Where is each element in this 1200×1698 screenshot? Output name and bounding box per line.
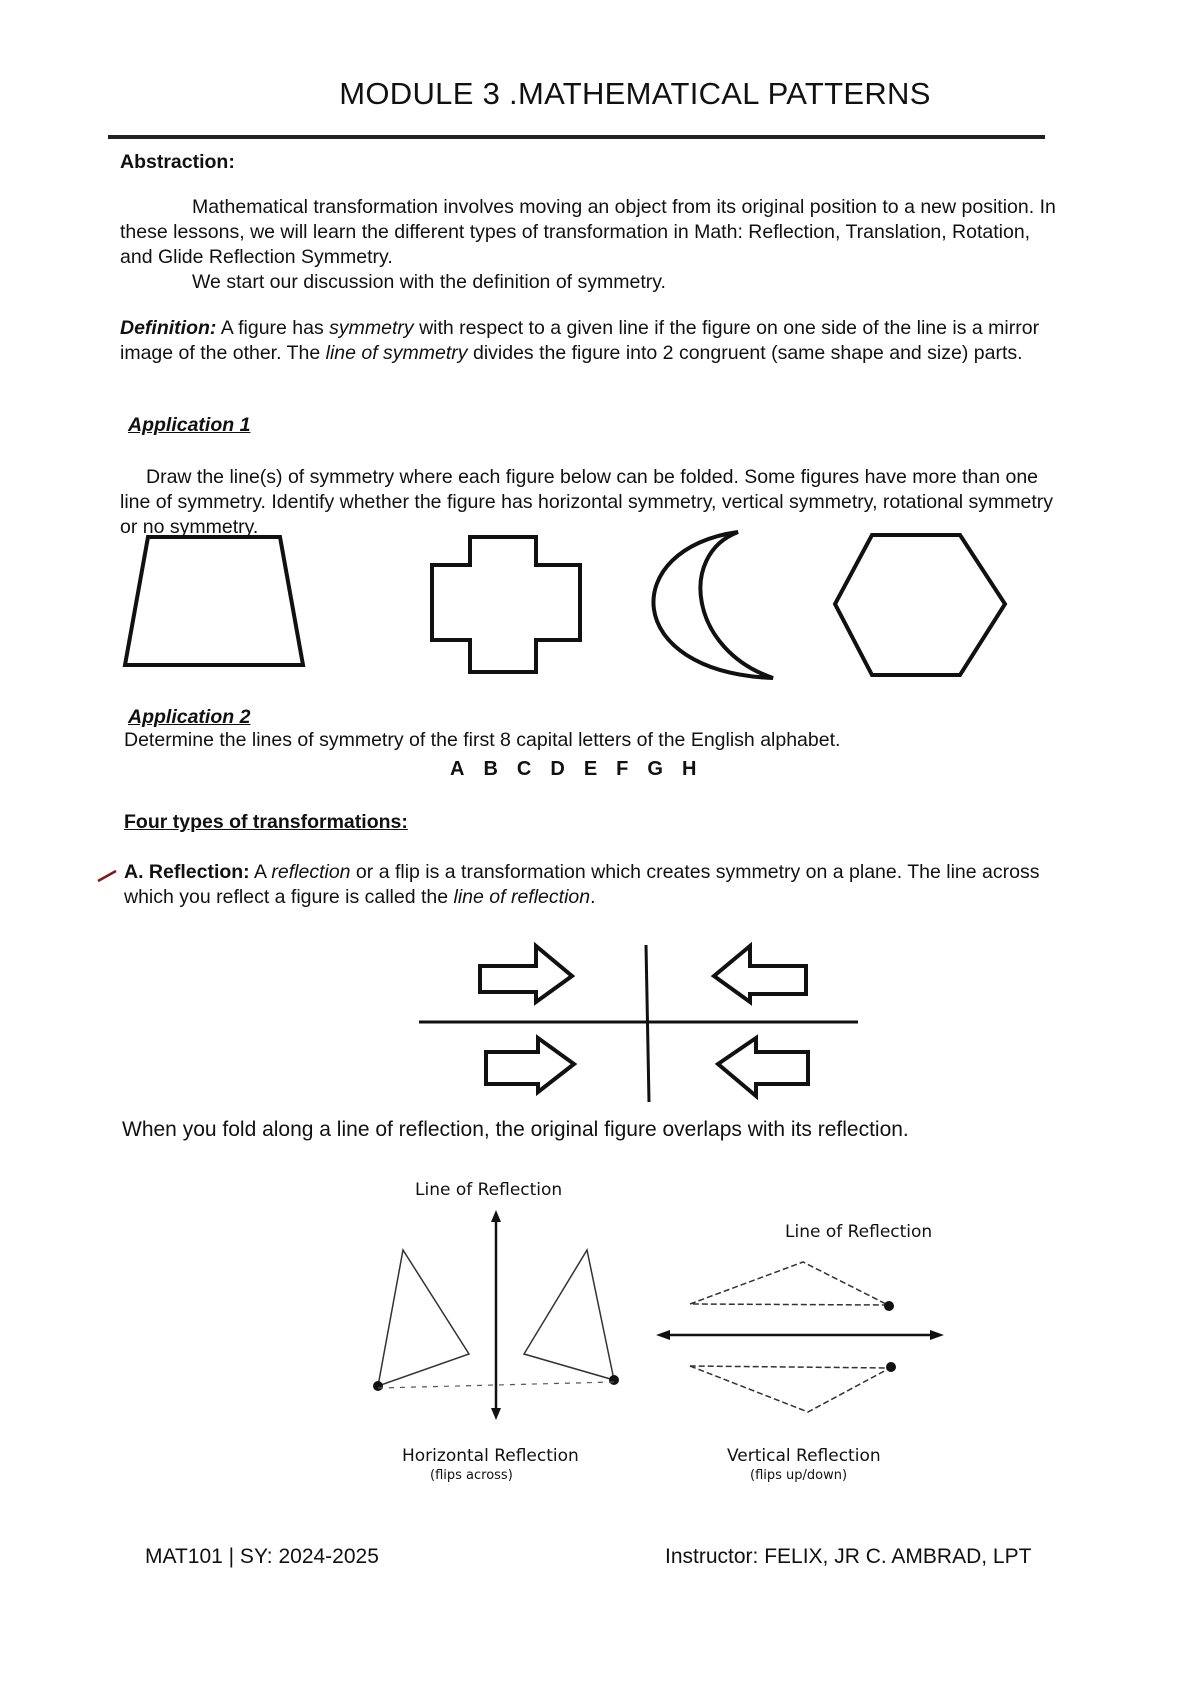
letter-b: B: [483, 758, 498, 780]
lower-triangle: [690, 1366, 890, 1412]
vertical-reflection-subcaption: (flips up/down): [750, 1468, 848, 1483]
right-triangle: [524, 1250, 614, 1380]
reflection-text: or a flip is a transformation which creates symmetry on a plane. The line across which you reflect a figure is called the: [124, 861, 1040, 908]
reflection-term-line: line of reflection: [453, 886, 591, 908]
definition-text: with respect to a given line if the figure on one side of the line is a mirror image of the other. The: [120, 317, 1040, 364]
definition-label: Definition:: [120, 317, 217, 339]
abstraction-paragraph: Mathematical transformation involves moving an object from its original position to a new position. In these lessons, we will learn the different types of transformation in Math: Reflection, Translation, Rotation, and Glide Reflection Symmetry.: [120, 196, 1056, 268]
application-2-instructions: Determine the lines of symmetry of the first 8 capital letters of the English alphabet.: [124, 729, 841, 751]
left-line-of-reflection-label: Line of Reflection: [415, 1180, 563, 1200]
letter-h: H: [681, 758, 697, 780]
reflection-term: reflection: [271, 861, 351, 883]
horizontal-reflection-subcaption: (flips across): [430, 1468, 513, 1483]
fold-explanation: When you fold along a line of reflection, the original figure overlaps with its reflection.: [122, 1118, 909, 1141]
application-1-instructions: Draw the line(s) of symmetry where each figure below can be folded. Some figures have more than one line of symmetry. Identify whether the figure has horizontal symmetry, vertical symmetry, rotational symmetry or no symmetry.: [120, 466, 1054, 538]
reflection-label: A. Reflection:: [124, 861, 250, 883]
letter-f: F: [616, 758, 629, 780]
definition-term-line-of-symmetry: line of symmetry: [325, 342, 468, 364]
right-line-of-reflection-label: Line of Reflection: [785, 1222, 933, 1242]
application-2-heading: Application 2: [128, 706, 251, 728]
reflection-text: A: [249, 861, 272, 883]
definition-text: A figure has: [216, 317, 330, 339]
letter-g: G: [647, 758, 663, 780]
letter-c: C: [516, 758, 532, 780]
letter-a: A: [450, 758, 465, 780]
upper-triangle: [690, 1262, 888, 1305]
vertical-reflection-caption: Vertical Reflection: [727, 1446, 881, 1466]
application-1-heading: Application 1: [128, 414, 251, 436]
reflection-text: .: [590, 886, 596, 908]
definition-text: divides the figure into 2 congruent (same shape and size) parts.: [467, 342, 1023, 364]
footer-instructor: Instructor: FELIX, JR C. AMBRAD, LPT: [665, 1545, 1032, 1568]
abstraction-heading: Abstraction:: [120, 151, 235, 173]
horizontal-reflection-caption: Horizontal Reflection: [402, 1446, 579, 1466]
letter-e: E: [583, 758, 598, 780]
left-triangle: [378, 1250, 469, 1386]
abstraction-intro-symmetry: We start our discussion with the definition of symmetry.: [192, 271, 666, 293]
page-title: MODULE 3 .MATHEMATICAL PATTERNS: [339, 76, 931, 111]
definition-term-symmetry: symmetry: [329, 317, 414, 339]
footer-course: MAT101 | SY: 2024-2025: [145, 1545, 379, 1568]
letter-d: D: [550, 758, 565, 780]
transformations-heading: Four types of transformations:: [124, 811, 408, 833]
